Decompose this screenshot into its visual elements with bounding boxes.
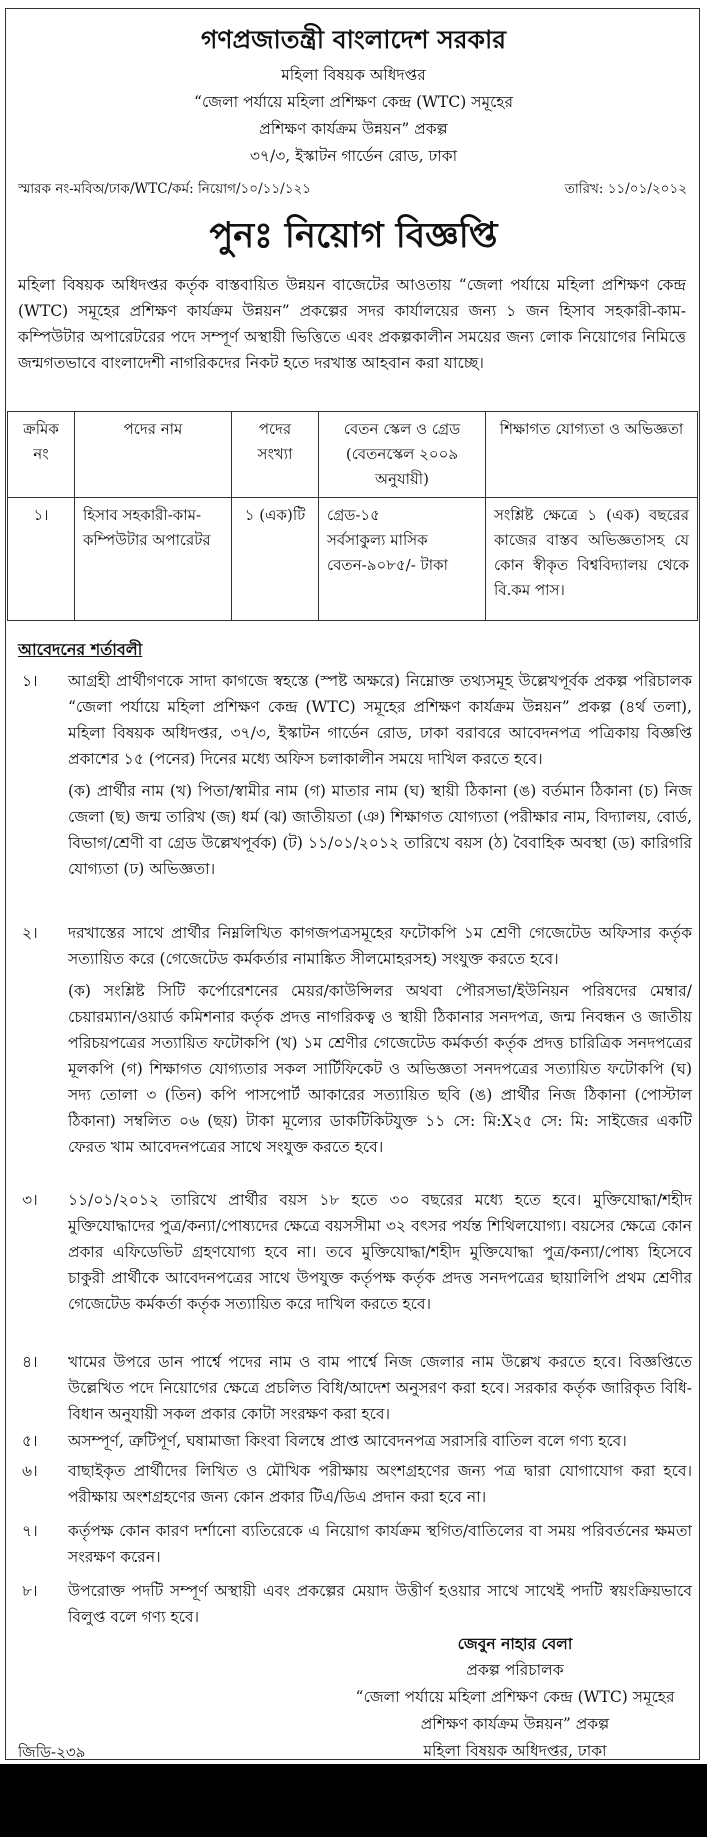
- address: ৩৭/৩, ইস্কাটন গার্ডেন রোড, ঢাকা: [249, 147, 458, 165]
- jd-code: জিডি-২৩৯: [18, 1743, 86, 1761]
- project-line-1: “জেলা পর্যায়ে মহিলা প্রশিক্ষণ কেন্দ্র (WTC) সমূহের: [194, 93, 513, 111]
- conditions-title: আবেদনের শর্তাবলী: [18, 640, 143, 659]
- table-header-row: [8, 412, 698, 498]
- condition-number: ২।: [22, 924, 38, 942]
- condition-number: ৩।: [22, 1191, 38, 1209]
- signatory-name: জেবুন নাহার বেলা: [457, 1634, 573, 1653]
- header-qualification: শিক্ষাগত যোগ্যতা ও অভিজ্ঞতা: [486, 412, 698, 498]
- condition-8: [22, 1578, 692, 1630]
- row-pay-grade: গ্রেড-১৫: [327, 506, 380, 524]
- row-serial: ১।: [8, 498, 75, 621]
- row-pay-amount: সর্বসাকুল্য মাসিক বেতন-৯০৮৫/- টাকা: [327, 531, 448, 574]
- memo-reference: স্মারক নং-মবিঅ/ঢাক/WTC/কর্ম: নিয়োগ/১০/১১/১২১: [18, 181, 311, 197]
- table-row: [8, 498, 698, 621]
- condition-text: কর্তৃপক্ষ কোন কারণ দর্শানো ব্যতিরেকে এ নিয়োগ কার্যক্রম স্থগিত/বাতিলের বা সময় পরিবর্তনের ক্ষমতা সংরক্ষণ করেন।: [68, 1522, 692, 1566]
- header-pay: বেতন স্কেল ও গ্রেড (বেতনস্কেল ২০০৯ অনুযায়ী): [319, 412, 486, 498]
- notice-title: পুনঃ নিয়োগ বিজ্ঞপ্তি: [209, 215, 498, 256]
- department-name: মহিলা বিষয়ক অধিদপ্তর: [281, 66, 426, 84]
- memo-date: তারিখ: ১১/০১/২০১২: [564, 181, 687, 197]
- condition-text: খামের উপরে ডান পার্শ্বে পদের নাম ও বাম পার্শ্বে নিজ জেলার নাম উল্লেখ করতে হবে। বিজ্ঞপ্তিতে উল্লেখিত পদে নিয়োগের ক্ষেত্রে প্রচলিত বিধি/আদেশ অনুসরণ করা হবে। সরকার কর্তৃক জারিকৃত বিধি-বিধান অনুযায়ী সকল প্রকার কোটা সংরক্ষণ করা হবে।: [68, 1353, 692, 1423]
- row-qualification: সংশ্লিষ্ট ক্ষেত্রে ১ (এক) বছরের কাজের বাস্তব অভিজ্ঞতাসহ যে কোন স্বীকৃত বিশ্ববিদ্যালয় থেকে বি.কম পাস।: [486, 498, 698, 621]
- intro-paragraph: মহিলা বিষয়ক অধিদপ্তর কর্তৃক বাস্তবায়িত উন্নয়ন বাজেটের আওতায় “জেলা পর্যায়ে মহিলা প্রশিক্ষণ কেন্দ্র (WTC) সমূহের প্রশিক্ষণ কার্যক্রম উন্নয়ন” প্রকল্পের সদর কার্যালয়ের জন্য ১ জন হিসাব সহকারী-কাম-কম্পিউটার অপারেটরের পদে সম্পূর্ণ অস্থায়ী ভিত্তিতে এবং প্রকল্পকালীন সময়ের জন্য লোক নিয়োগের নিমিত্তে জন্মগতভাবে বাংলাদেশী নাগরিকদের নিকট হতে দরখাস্ত আহবান করা যাচ্ছে।: [18, 276, 686, 372]
- condition-text: ১১/০১/২০১২ তারিখে প্রার্থীর বয়স ১৮ হতে ৩০ বছরের মধ্যে হতে হবে। মুক্তিযোদ্ধা/শহীদ মুক্তিযোদ্ধাদের পুত্র/কন্যা/পোষ্যদের ক্ষেত্রে বয়সসীমা ৩২ বৎসর পর্যন্ত শিথিলযোগ্য। বয়সের ক্ষেত্রে কোন প্রকার এফিডেভিট গ্রহণযোগ্য হবে না। তবে মুক্তিযোদ্ধা/শহীদ মুক্তিযোদ্ধা পুত্র/কন্যা/পোষ্য হিসেবে চাকুরী প্রার্থীকে আবেদনপত্রের সাথে উপযুক্ত কর্তৃপক্ষ কর্তৃক প্রদত্ত সনদপত্রের ছায়ালিপি প্রথম শ্রেণীর গেজেটেড কর্মকর্তা কর্তৃক সত্যায়িত করে দাখিল করতে হবে।: [68, 1191, 692, 1313]
- condition-6: [22, 1458, 692, 1510]
- signatory-project-line-1: “জেলা পর্যায়ে মহিলা প্রশিক্ষণ কেন্দ্র (WTC) সমূহের: [355, 1688, 675, 1706]
- condition-number: ৭।: [22, 1522, 38, 1540]
- condition-subtext: (ক) প্রার্থীর নাম (খ) পিতা/স্বামীর নাম (গ) মাতার নাম (ঘ) স্থায়ী ঠিকানা (ঙ) বর্তমান ঠিকানা (চ) নিজ জেলা (ছ) জন্ম তারিখ (জ) ধর্ম (ঝ) জাতীয়তা (ঞ) শিক্ষাগত যোগ্যতা (পরীক্ষার নাম, বিদ্যালয়, বোর্ড, বিভাগ/শ্রেণী বা গ্রেড উল্লেখপূর্বক) (ট) ১১/০১/২০১২ তারিখে বয়স (ঠ) বৈবাহিক অবস্থা (ড) কারিগরি যোগ্যতা (ঢ) অভিজ্ঞতা।: [68, 782, 692, 878]
- condition-number: ৬।: [22, 1462, 38, 1480]
- condition-number: ৮।: [22, 1582, 38, 1600]
- condition-1: [22, 668, 692, 882]
- signatory-designation: প্রকল্প পরিচালক: [466, 1661, 564, 1679]
- signatory-office: মহিলা বিষয়ক অধিদপ্তর, ঢাকা: [423, 1742, 607, 1760]
- row-pay: [319, 498, 486, 621]
- government-title: গণপ্রজাতন্ত্রী বাংলাদেশ সরকার: [201, 25, 506, 54]
- condition-7: [22, 1518, 692, 1570]
- condition-text: উপরোক্ত পদটি সম্পূর্ণ অস্থায়ী এবং প্রকল্পের মেয়াদ উত্তীর্ণ হওয়ার সাথে সাথেই পদটি স্বয়ংক্রিয়ভাবে বিলুপ্ত বলে গণ্য হবে।: [68, 1582, 692, 1626]
- condition-5: [22, 1428, 692, 1454]
- row-post: হিসাব সহকারী-কাম-কম্পিউটার অপারেটর: [75, 498, 232, 621]
- condition-text: অসম্পূর্ণ, ত্রুটিপূর্ণ, ঘষামাজা কিংবা বিলম্বে প্রাপ্ত আবেদনপত্র সরাসরি বাতিল বলে গণ্য হবে।: [68, 1432, 627, 1450]
- condition-subtext: (ক) সংশ্লিষ্ট সিটি কর্পোরেশনের মেয়র/কাউন্সিলর অথবা পৌরসভা/ইউনিয়ন পরিষদের মেম্বার/চেয়ারম্যান/ওয়ার্ড কমিশনার কর্তৃক প্রদত্ত নাগরিকত্ব ও স্থায়ী ঠিকানার সনদপত্র, জন্ম নিবন্ধন ও জাতীয় পরিচয়পত্রের সত্যায়িত ফটোকপি (খ) ১ম শ্রেণীর গেজেটেড কর্মকর্তা কর্তৃক প্রদত্ত চারিত্রিক সনদপত্রের মূলকপি (গ) শিক্ষাগত যোগ্যতার সকল সার্টিফিকেট ও অভিজ্ঞতা সনদপত্রের সত্যায়িত ফটোকপি (ঘ) সদ্য তোলা ৩ (তিন) কপি পাসপোর্ট আকারের সত্যায়িত ছবি (ঙ) প্রার্থীর নিজ ঠিকানা (পোস্টাল ঠিকানা) সম্বলিত ০৬ (ছয়) টাকা মূল্যের ডাকটিকিটযুক্ত ১১ সে: মি:X২৫ সে: মি: সাইজের একটি ফেরত খাম আবেদনপত্রের সাথে সংযুক্ত করতে হবে।: [68, 982, 692, 1156]
- row-count: ১ (এক)টি: [232, 498, 319, 621]
- header-count: পদের সংখ্যা: [232, 412, 319, 498]
- condition-number: ৪।: [22, 1353, 38, 1371]
- condition-4: [22, 1349, 692, 1427]
- condition-number: ১।: [22, 672, 38, 690]
- condition-3: [22, 1187, 692, 1317]
- signatory-project-line-2: প্রশিক্ষণ কার্যক্রম উন্নয়ন” প্রকল্প: [420, 1715, 610, 1733]
- condition-2: [22, 920, 692, 1160]
- condition-text: আগ্রহী প্রার্থীগণকে সাদা কাগজে স্বহস্তে (স্পষ্ট অক্ষরে) নিম্নোক্ত তথ্যসমূহ উল্লেখপূর্বক প্রকল্প পরিচালক “জেলা পর্যায়ে মহিলা প্রশিক্ষণ কেন্দ্র (WTC) সমূহের প্রশিক্ষণ কার্যক্রম উন্নয়ন” প্রকল্প (৪র্থ তলা), মহিলা বিষয়ক অধিদপ্তর, ৩৭/৩, ইস্কাটন গার্ডেন রোড, ঢাকা বরাবরে আবেদনপত্র পত্রিকায় বিজ্ঞপ্তি প্রকাশের ১৫ (পনের) দিনের মধ্যে অফিস চলাকালীন সময়ে দাখিল করতে হবে।: [68, 672, 692, 768]
- condition-number: ৫।: [22, 1432, 38, 1450]
- project-line-2: প্রশিক্ষণ কার্যক্রম উন্নয়ন” প্রকল্প: [259, 120, 448, 138]
- header-post: পদের নাম: [75, 412, 232, 498]
- condition-text: দরখাস্তের সাথে প্রার্থীর নিম্নলিখিত কাগজপত্রসমূহের ফটোকপি ১ম শ্রেণী গেজেটেড অফিসার কর্তৃক সত্যায়িত করে (গেজেটেড কর্মকর্তার নামাঙ্কিত সীলমোহরসহ) সংযুক্ত করতে হবে।: [68, 924, 692, 968]
- condition-text: বাছাইকৃত প্রার্থীদের লিখিত ও মৌখিক পরীক্ষায় অংশগ্রহণের জন্য পত্র দ্বারা যোগাযোগ করা হবে। পরীক্ষায় অংশগ্রহণের জন্য কোন প্রকার টিএ/ডিএ প্রদান করা হবে না।: [68, 1462, 692, 1506]
- posts-table: [7, 411, 698, 621]
- header-serial: ক্রমিক নং: [8, 412, 75, 498]
